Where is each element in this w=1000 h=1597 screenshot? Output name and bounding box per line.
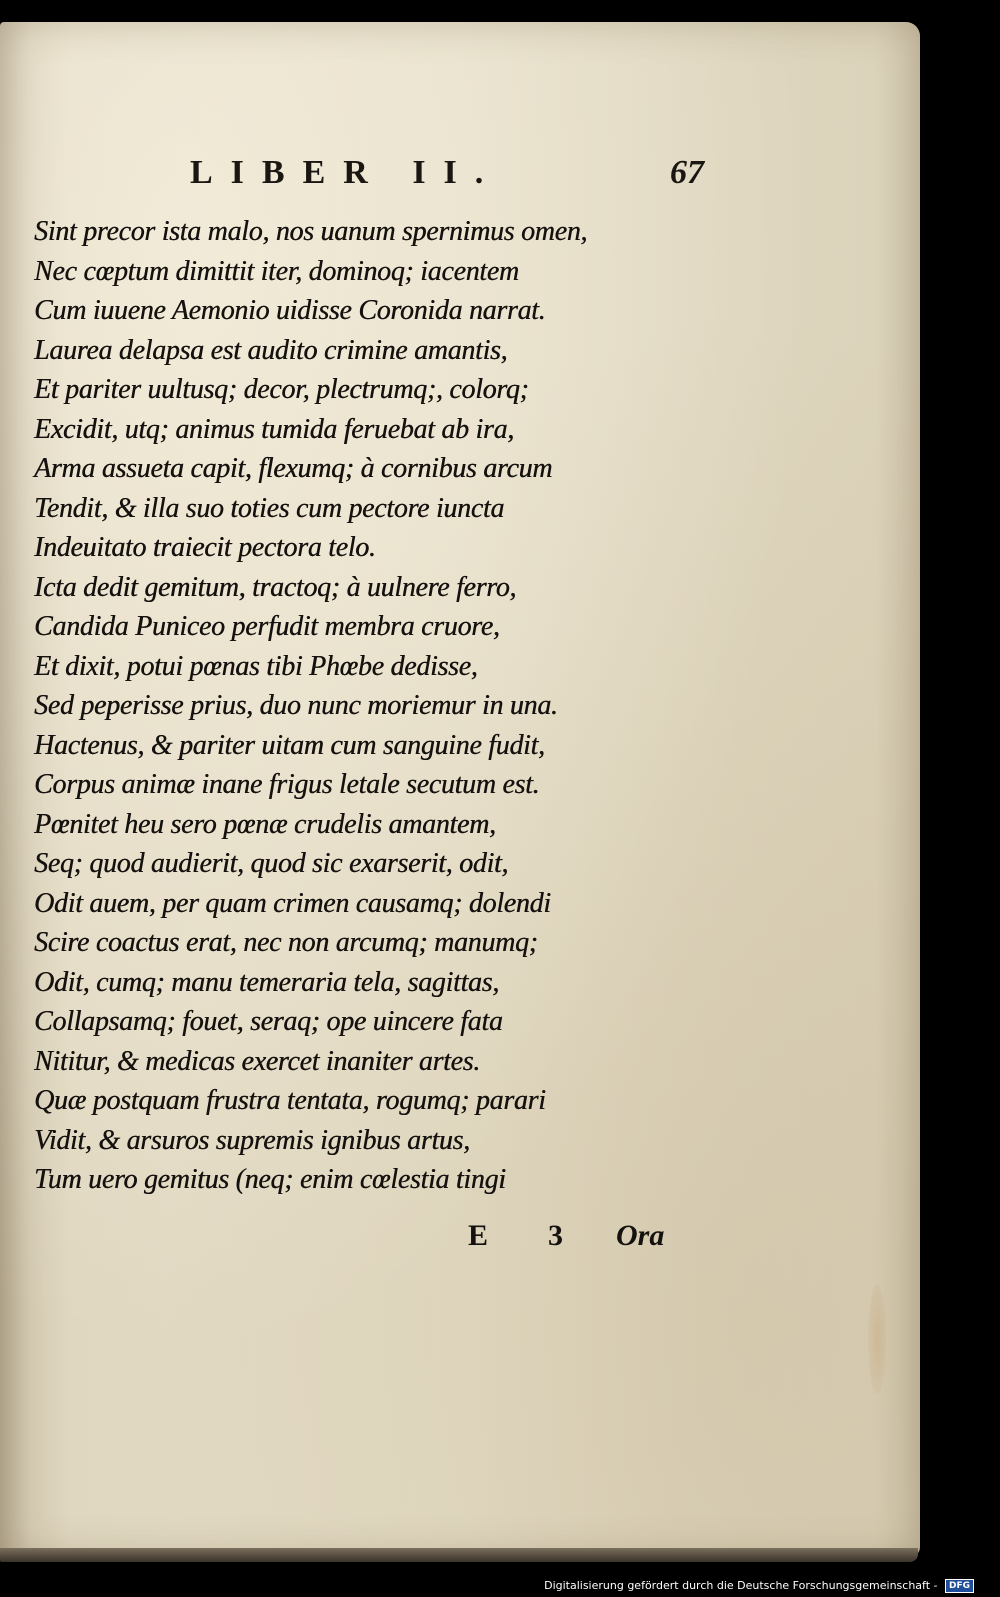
verse-line: Sed peperisse prius, duo nunc moriemur in una.: [34, 690, 558, 721]
verse-line: Pœnitet heu sero pœnæ crudelis amantem,: [34, 808, 496, 840]
verse-line: Indeuitato traiecit pectora telo.: [34, 532, 376, 563]
signature-mark: E: [468, 1219, 489, 1252]
paper-stain: [868, 1284, 886, 1394]
signature-number: 3: [548, 1219, 563, 1252]
scanned-page: [0, 22, 920, 1557]
verse-line: Arma assueta capit, flexumq; à cornibus arcum: [34, 453, 553, 484]
verse-line: Tendit, & illa suo toties cum pectore iuncta: [34, 492, 505, 524]
verse-line: Candida Puniceo perfudit membra cruore,: [34, 611, 500, 642]
verse-line: Collapsamq; fouet, seraq; ope uincere fata: [34, 1006, 503, 1037]
page-header: [190, 154, 730, 194]
verse-line: Quæ postquam frustra tentata, rogumq; parari: [34, 1085, 546, 1116]
verse-line: Corpus animæ inane frigus letale secutum est.: [34, 769, 540, 800]
signature-catchword-line: [468, 1219, 708, 1259]
verse-line: Seq; quod audierit, quod sic exarserit, odit,: [34, 848, 509, 879]
verse-line: Odit, cumq; manu temeraria tela, sagittas,: [34, 966, 499, 998]
page-bottom-edge: [0, 1548, 918, 1562]
verse-line: Tum uero gemitus (neq; enim cœlestia tingi: [34, 1164, 506, 1195]
dfg-logo-icon: DFG: [945, 1579, 974, 1593]
verse-line: Et pariter uultusq; decor, plectrumq;, colorq;: [34, 374, 529, 405]
verse-line: Icta dedit gemitum, tractoq; à uulnere ferro,: [34, 571, 517, 603]
verse-line: Et dixit, potui pœnas tibi Phœbe dedisse,: [34, 650, 478, 682]
verse-line: Sint precor ista malo, nos uanum spernimus omen,: [34, 216, 588, 247]
catchword: Ora: [616, 1219, 665, 1252]
verse-line: Vidit, & arsuros supremis ignibus artus,: [34, 1124, 470, 1156]
running-title: LIBER II.: [190, 154, 502, 191]
page-number: 67: [670, 154, 704, 191]
verse-line: Hactenus, & pariter uitam cum sanguine fudit,: [34, 729, 545, 761]
verse-line: Odit auem, per quam crimen causamq; dolendi: [34, 887, 551, 919]
verse-line: Scire coactus erat, nec non arcumq; manumq;: [34, 927, 538, 958]
verse-line: Cum iuuene Aemonio uidisse Coronida narrat.: [34, 295, 546, 326]
digitization-credit: [544, 1579, 974, 1593]
credit-text: Digitalisierung gefördert durch die Deutsche Forschungsgemeinschaft -: [544, 1579, 938, 1592]
verse-line: Excidit, utq; animus tumida feruebat ab ira,: [34, 413, 514, 445]
verse-line: Nec cœptum dimittit iter, dominoq; iacentem: [34, 255, 519, 287]
verse-line: Laurea delapsa est audito crimine amantis,: [34, 334, 508, 366]
verse-line: Nititur, & medicas exercet inaniter artes.: [34, 1045, 480, 1077]
verse-text: [34, 212, 674, 1200]
